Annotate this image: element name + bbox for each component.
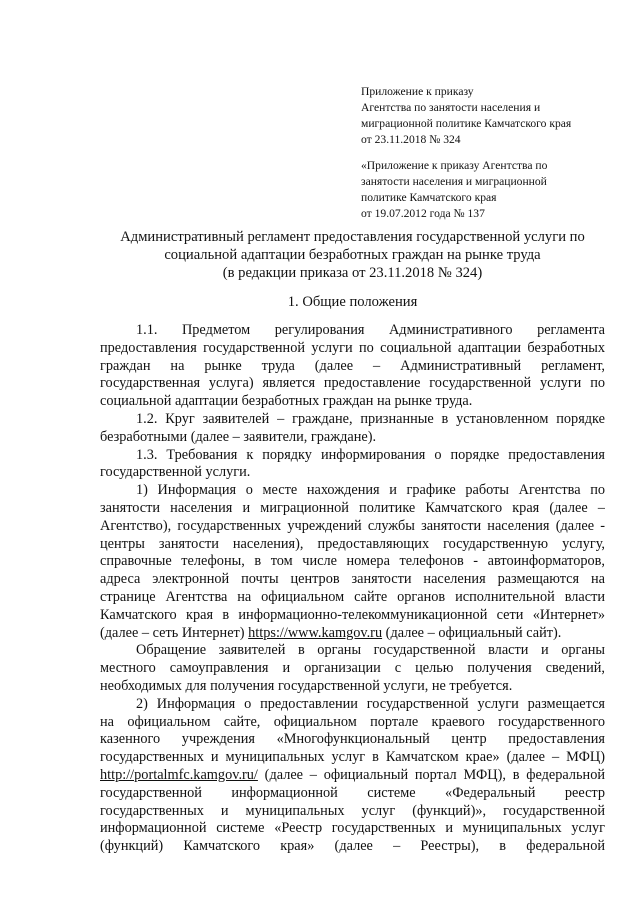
body-line: социальной адаптации безработных граждан на рынке труда. bbox=[100, 393, 473, 410]
body-line: (далее – сеть Интернет) bbox=[100, 624, 249, 641]
body-line: безработными (далее – заявители, граждане). bbox=[100, 428, 377, 445]
body-line: государственных и муниципальных услуг (функций)», государственной bbox=[100, 802, 605, 819]
body-line: местного самоуправления и организации с целью получения сведений, bbox=[100, 660, 605, 677]
body-line: Камчатского края в информационно-телекоммуникационной сети «Интернет» bbox=[100, 606, 605, 623]
body-line: казенного учреждения «Многофункциональный центр предоставления bbox=[100, 731, 605, 748]
body-line: государственных и муниципальных услуг в Камчатском крае» (далее – МФЦ) bbox=[100, 749, 605, 766]
previous-order-header bbox=[361, 158, 601, 222]
header-line: от 19.07.2012 года № 137 bbox=[361, 207, 485, 220]
body-line-with-link bbox=[100, 625, 605, 643]
title-line: (в редакции приказа от 23.11.2018 № 324) bbox=[222, 265, 483, 281]
header-line: политике Камчатского края bbox=[361, 191, 497, 204]
body-line: государственная услуга) является предоставление государственной услуги по bbox=[100, 375, 605, 392]
body-line: справочные телефоны, в том числе номера телефонов - автоинформаторов, bbox=[100, 553, 605, 570]
title-line: Административный регламент предоставления государственной услуги по bbox=[120, 229, 585, 245]
body-line: граждан на рынке труда (далее – Административный регламент, bbox=[100, 357, 605, 374]
body-line: на официальном сайте, официальном портале краевого государственного bbox=[100, 713, 605, 730]
body-line: центры занятости населения), предоставляющих государственную услугу, bbox=[100, 535, 605, 552]
header-line: занятости населения и миграционной bbox=[361, 175, 547, 188]
body-line: (далее – официальный портал МФЦ), в федеральной bbox=[257, 766, 605, 783]
link-after-text: (далее – официальный сайт). bbox=[382, 624, 562, 641]
body-line: адреса электронной почты центров занятости населения размещаются на bbox=[100, 571, 605, 588]
document-body bbox=[100, 322, 605, 856]
order-appendix-header bbox=[361, 84, 601, 148]
mfc-portal-link[interactable]: http://portalmfc.kamgov.ru/ bbox=[100, 766, 258, 783]
body-line: Агентство), государственных учреждений службы занятости населения (далее - bbox=[100, 517, 605, 534]
body-line: странице Агентства на официальном сайте органов исполнительной власти bbox=[100, 588, 605, 605]
title-line: социальной адаптации безработных граждан на рынке труда bbox=[164, 247, 541, 263]
body-line: 1) Информация о месте нахождения и графике работы Агентства по bbox=[136, 482, 605, 499]
document-title bbox=[100, 228, 605, 282]
body-line: предоставления государственной услуги по социальной адаптации безработных bbox=[100, 339, 605, 356]
body-line: государственной информационной системе «Федеральный реестр bbox=[100, 784, 605, 801]
body-line: государственной услуги. bbox=[100, 464, 251, 481]
header-line: Агентства по занятости населения и bbox=[361, 101, 541, 114]
body-line: (функций) Камчатского края» (далее – Реестры), в федеральной bbox=[100, 838, 605, 855]
section-heading: 1. Общие положения bbox=[287, 294, 418, 310]
body-line: Обращение заявителей в органы государственной власти и органы bbox=[136, 642, 605, 659]
body-line: 1.1. Предметом регулирования Административного регламента bbox=[136, 322, 605, 338]
kamgov-site-link[interactable]: https://www.kamgov.ru bbox=[248, 624, 383, 641]
header-line: миграционной политике Камчатского края bbox=[361, 117, 572, 130]
body-line: 2) Информация о предоставлении государственной услуги размещается bbox=[136, 695, 605, 712]
header-line: от 23.11.2018 № 324 bbox=[361, 133, 461, 146]
body-line: информационной системе «Реестр государственных и муниципальных услуг bbox=[100, 820, 605, 837]
body-line: 1.2. Круг заявителей – граждане, признанные в установленном порядке bbox=[136, 410, 605, 427]
body-line-with-link bbox=[100, 767, 605, 785]
body-line: занятости населения и миграционной политике Камчатского края (далее – bbox=[100, 499, 605, 516]
header-line: «Приложение к приказу Агентства по bbox=[361, 159, 548, 172]
body-line: необходимых для получения государственной услуги, не требуется. bbox=[100, 677, 513, 694]
header-line: Приложение к приказу bbox=[361, 85, 474, 98]
body-line: 1.3. Требования к порядку информирования о порядке предоставления bbox=[136, 446, 605, 463]
